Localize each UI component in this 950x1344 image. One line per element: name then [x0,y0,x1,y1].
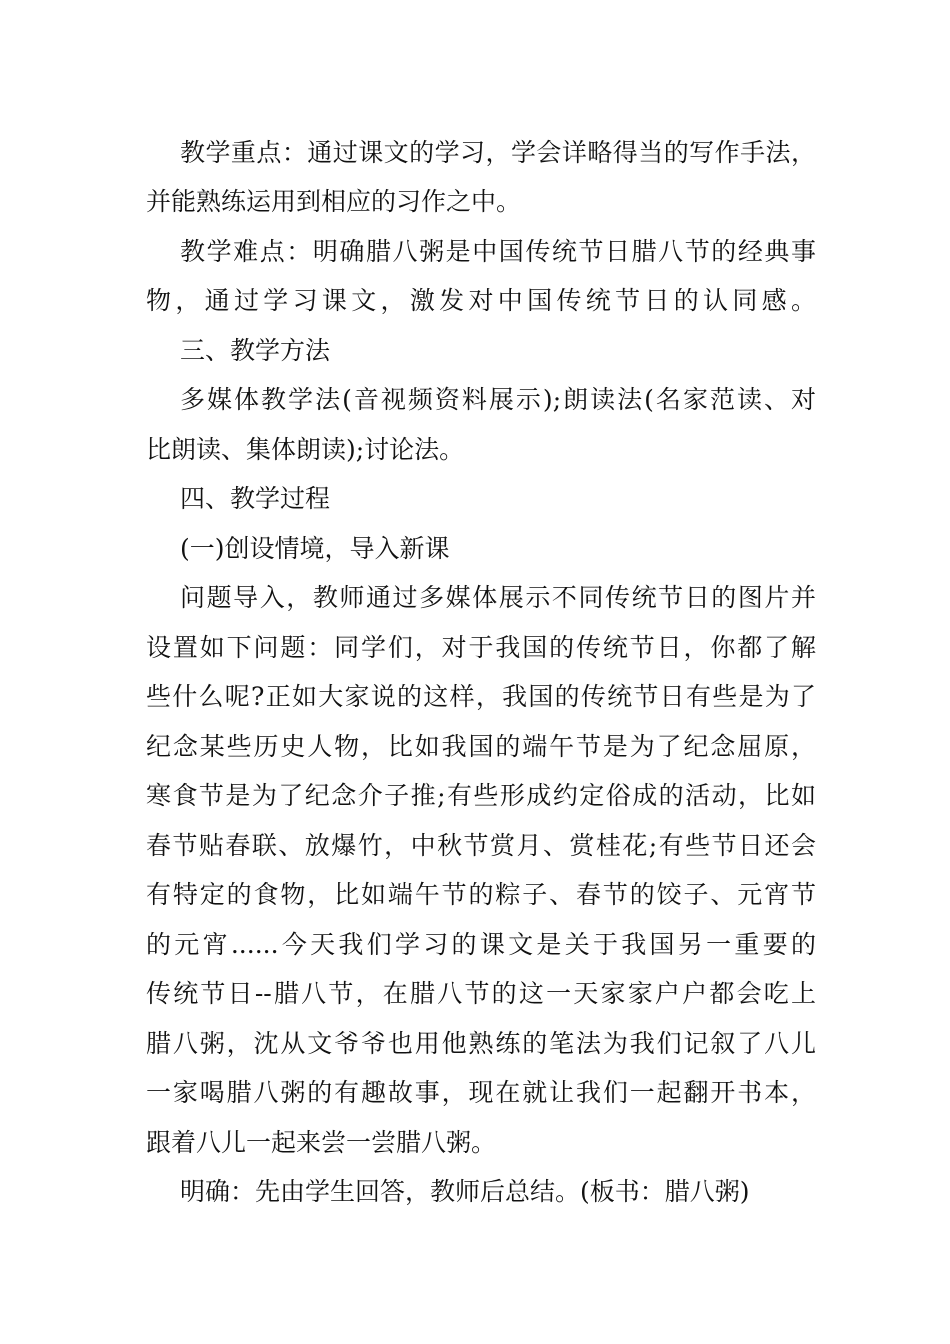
intro-paragraph-line-7: 有特定的食物，比如端午节的粽子、春节的饺子、元宵节 [146,880,816,909]
intro-paragraph-line-12: 跟着八儿一起来尝一尝腊八粥。 [146,1128,497,1157]
subsection-heading-intro: (一)创设情境，导入新课 [180,534,450,563]
intro-paragraph-line-5: 寒食节是为了纪念介子推;有些形成约定俗成的活动，比如 [146,781,816,810]
intro-paragraph-line-3: 些什么呢?正如大家说的这样，我国的传统节日有些是为了 [146,682,816,711]
intro-paragraph-line-10: 腊八粥，沈从文爷爷也用他熟练的笔法为我们记叙了八儿 [146,1029,816,1058]
intro-paragraph-line-2: 设置如下问题：同学们，对于我国的传统节日，你都了解 [146,633,816,662]
intro-paragraph-line-6: 春节贴春联、放爆竹，中秋节赏月、赏桂花;有些节日还会 [146,831,816,860]
intro-paragraph-line-8: 的元宵......今天我们学习的课文是关于我国另一重要的 [146,930,816,959]
difficulty-line-2: 物，通过学习课文，激发对中国传统节日的认同感。 [146,286,816,315]
difficulty-line-1: 教学难点：明确腊八粥是中国传统节日腊八节的经典事 [180,237,816,266]
intro-paragraph-line-9: 传统节日--腊八节，在腊八节的这一天家家户户都会吃上 [146,979,816,1008]
methods-line-1: 多媒体教学法(音视频资料展示);朗读法(名家范读、对 [180,385,816,414]
section-heading-methods: 三、教学方法 [180,336,331,365]
methods-line-2: 比朗读、集体朗读);讨论法。 [146,435,465,464]
clarification-line: 明确：先由学生回答，教师后总结。(板书：腊八粥) [180,1177,750,1206]
intro-paragraph-line-1: 问题导入，教师通过多媒体展示不同传统节日的图片并 [180,583,816,612]
section-heading-process: 四、教学过程 [180,484,331,513]
key-point-line-2: 并能熟练运用到相应的习作之中。 [146,187,522,216]
key-point-line-1: 教学重点：通过课文的学习，学会详略得当的写作手法， [180,138,816,167]
intro-paragraph-line-11: 一家喝腊八粥的有趣故事，现在就让我们一起翻开书本， [146,1078,816,1107]
intro-paragraph-line-4: 纪念某些历史人物，比如我国的端午节是为了纪念屈原， [146,732,816,761]
